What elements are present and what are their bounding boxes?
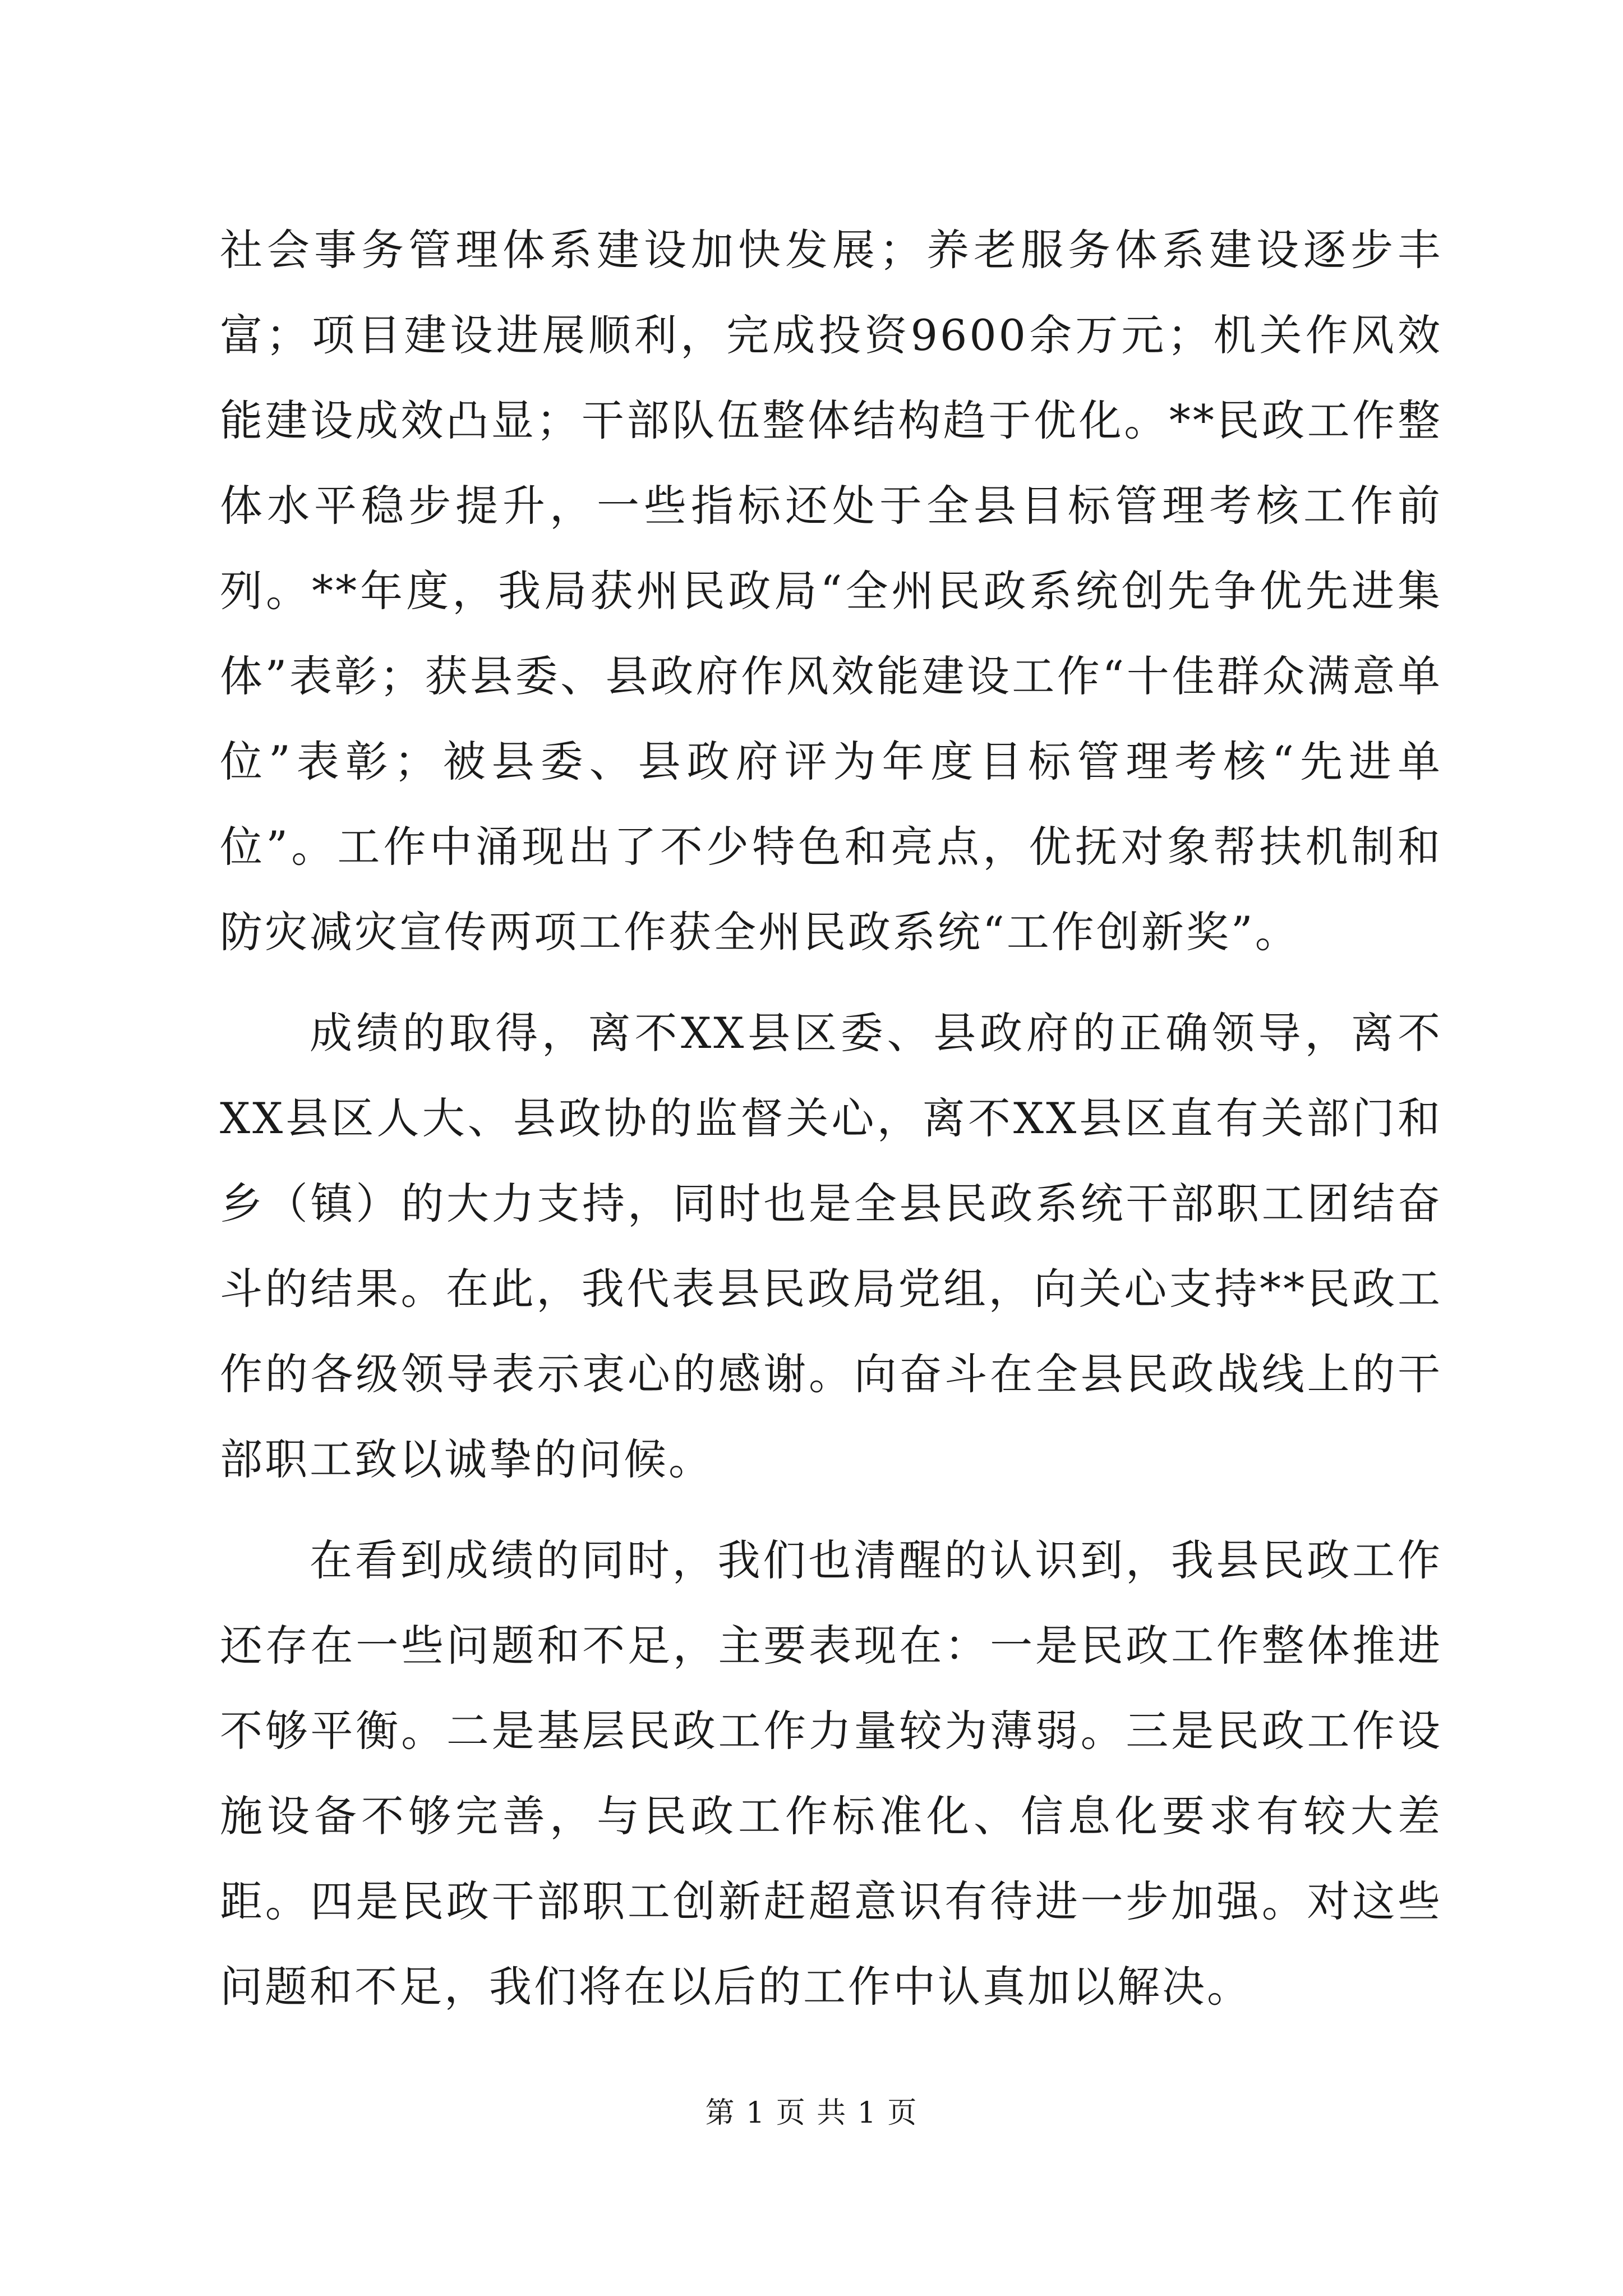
- paragraph-2: 成绩的取得，离不XX县区委、县政府的正确领导，离不XX县区人大、县政协的监督关心，离不XX县区直有关部门和乡（镇）的大力支持，同时也是全县民政系统干部职工团结奋斗的结果。在此，我代表县民政局党组，向关心支持**民政工作的各级领导表示衷心的感谢。向奋斗在全县民政战线上的干部职工致以诚挚的问候。: [220, 1008, 1442, 1484]
- paragraph-3: 在看到成绩的同时，我们也清醒的认识到，我县民政工作还存在一些问题和不足，主要表现在：一是民政工作整体推进不够平衡。二是基层民政工作力量较为薄弱。三是民政工作设施设备不够完善，与民政工作标准化、信息化要求有较大差距。四是民政干部职工创新赶超意识有待进一步加强。对这些问题和不足，我们将在以后的工作中认真加以解决。: [220, 1535, 1442, 2012]
- page-footer: 第 1 页 共 1 页: [705, 2096, 918, 2130]
- document-body: [220, 208, 1442, 2045]
- paragraph-1: 社会事务管理体系建设加快发展；养老服务体系建设逐步丰富；项目建设进展顺利，完成投资9600余万元；机关作风效能建设成效凸显；干部队伍整体结构趋于优化。**民政工作整体水平稳步提升，一些指标还处于全县目标管理考核工作前列。**年度，我局获州民政局“全州民政系统创先争优先进集体”表彰；获县委、县政府作风效能建设工作“十佳群众满意单位”表彰；被县委、县政府评为年度目标管理考核“先进单位”。工作中涌现出了不少特色和亮点，优抚对象帮扶机制和防灾减灾宣传两项工作获全州民政系统“工作创新奖”。: [220, 225, 1442, 957]
